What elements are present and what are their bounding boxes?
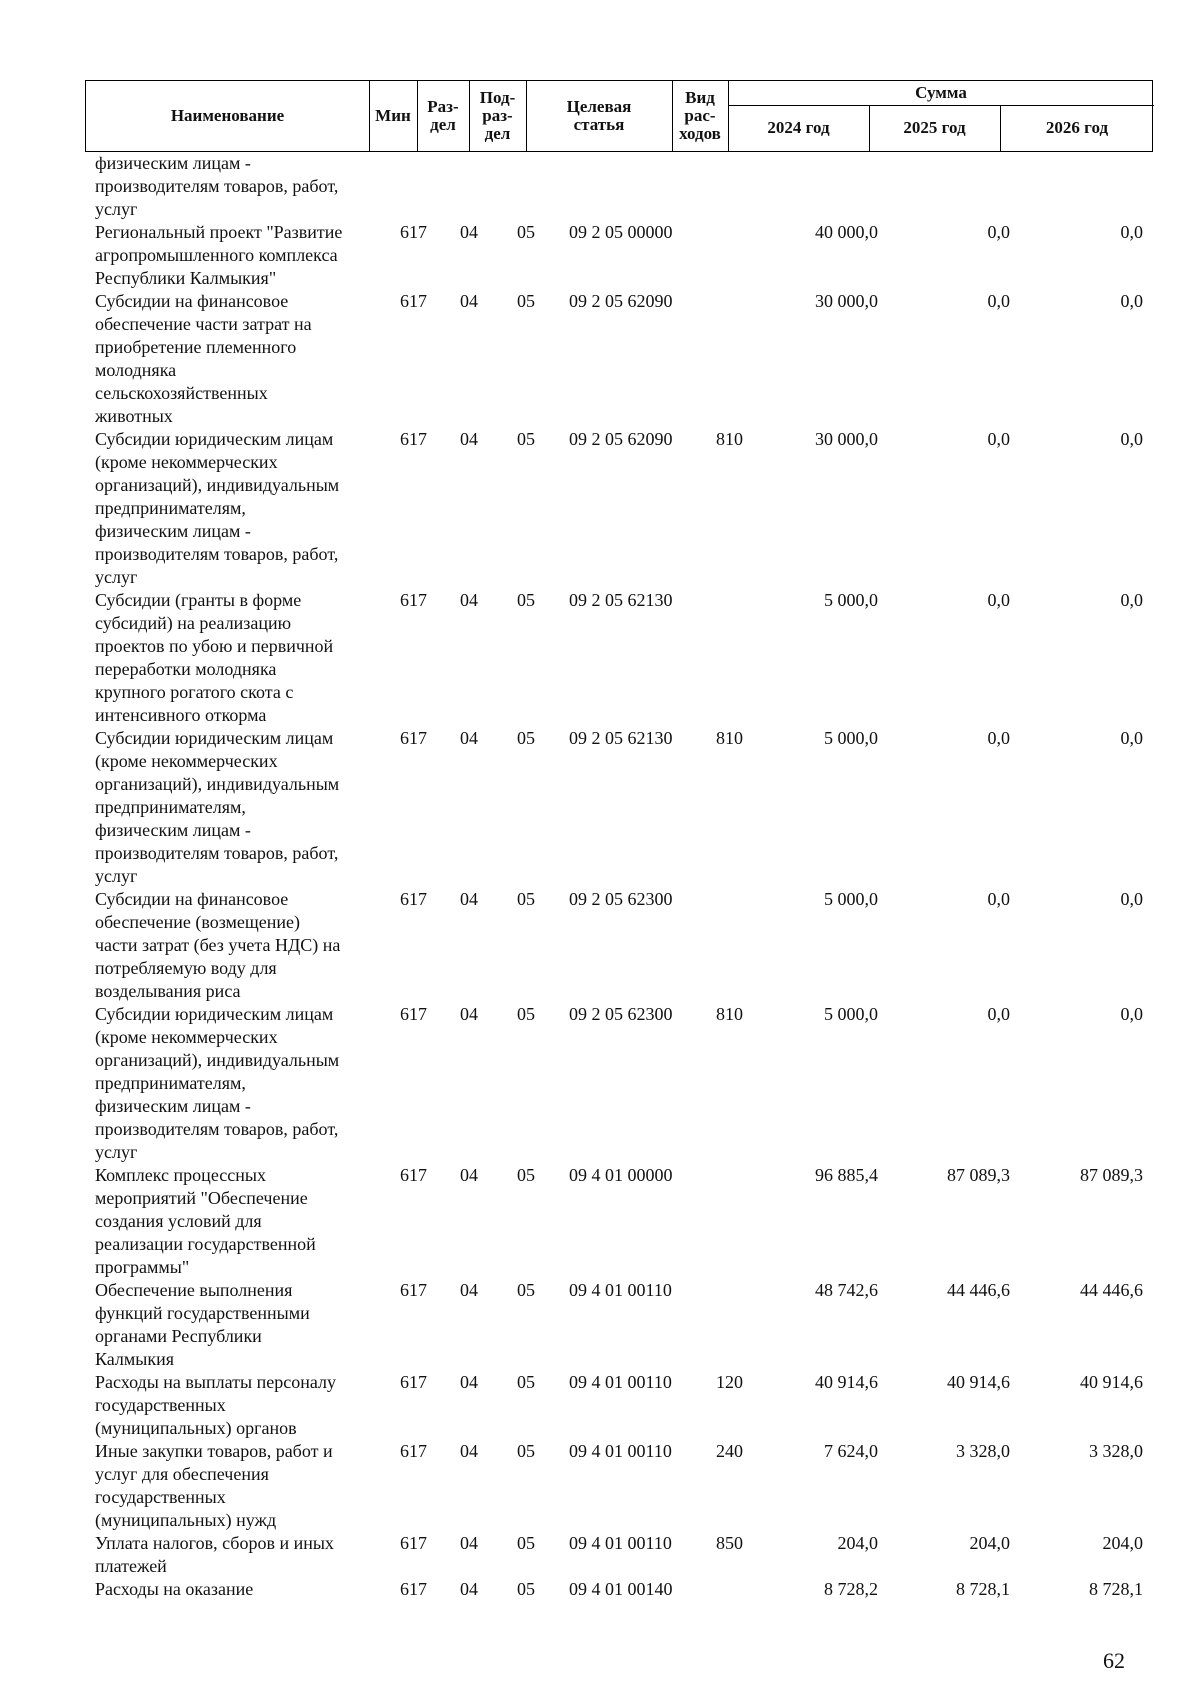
table-row — [85, 888, 1153, 1003]
col-header-vid: Вид рас- ходов — [679, 88, 721, 143]
cell-name: Субсидии юридическим лицам (кроме некоммерческих организаций), индивидуальным предпринимателям, физическим лицам - производителям товаров, работ, услуг — [95, 728, 340, 886]
cell-vid: 810 — [716, 728, 743, 748]
cell-name: Субсидии на финансовое обеспечение части затрат на приобретение племенного молодняка сельскохозяйственных животных — [95, 291, 312, 426]
cell-sum-2026: 204,0 — [1102, 1533, 1143, 1553]
cell-min: 617 — [400, 1441, 427, 1461]
table-row — [85, 1003, 1153, 1164]
cell-razdel: 04 — [460, 291, 478, 311]
cell-razdel: 04 — [460, 1165, 478, 1185]
cell-razdel: 04 — [460, 1579, 478, 1599]
cell-razdel: 04 — [460, 590, 478, 610]
cell-name: Субсидии юридическим лицам (кроме некоммерческих организаций), индивидуальным предпринимателям, физическим лицам - производителям товаров, работ, услуг — [95, 429, 340, 587]
col-header-celevaya: Целевая статья — [566, 97, 632, 134]
cell-sum-2026: 0,0 — [1120, 590, 1143, 610]
cell-sum-2025: 204,0 — [969, 1533, 1010, 1553]
cell-sum-2026: 0,0 — [1120, 429, 1143, 449]
cell-vid: 810 — [716, 1004, 743, 1024]
cell-razdel: 04 — [460, 222, 478, 242]
cell-podrazdel: 05 — [517, 590, 535, 610]
cell-celevaya: 09 4 01 00110 — [569, 1280, 672, 1300]
cell-razdel: 04 — [460, 1372, 478, 1392]
col-header-podrazdel: Под- раз- дел — [479, 88, 516, 143]
cell-celevaya: 09 4 01 00110 — [569, 1372, 672, 1392]
cell-vid: 850 — [716, 1533, 743, 1553]
page-number: 62 — [1103, 1648, 1125, 1673]
cell-sum-2025: 0,0 — [987, 889, 1010, 909]
cell-sum-2026: 0,0 — [1120, 222, 1143, 242]
cell-sum-2024: 96 885,4 — [815, 1165, 878, 1185]
cell-podrazdel: 05 — [517, 429, 535, 449]
cell-razdel: 04 — [460, 429, 478, 449]
cell-sum-2026: 8 728,1 — [1089, 1579, 1143, 1599]
table-header — [85, 80, 1153, 152]
cell-celevaya: 09 2 05 62130 — [569, 590, 673, 610]
table-row — [85, 1164, 1153, 1279]
cell-celevaya: 09 2 05 62300 — [569, 889, 673, 909]
cell-podrazdel: 05 — [517, 1441, 535, 1461]
cell-name: Субсидии на финансовое обеспечение (возмещение) части затрат (без учета НДС) на потребляемую воду для возделывания риса — [95, 889, 341, 1001]
cell-sum-2025: 40 914,6 — [947, 1372, 1010, 1392]
cell-vid: 810 — [716, 429, 743, 449]
cell-sum-2026: 0,0 — [1120, 728, 1143, 748]
cell-podrazdel: 05 — [517, 1280, 535, 1300]
cell-razdel: 04 — [460, 1004, 478, 1024]
cell-podrazdel: 05 — [517, 222, 535, 242]
cell-name: Субсидии (гранты в форме субсидий) на реализацию проектов по убою и первичной переработки молодняка крупного рогатого скота с интенсивного откорма — [95, 590, 334, 725]
cell-celevaya: 09 4 01 00110 — [569, 1441, 672, 1461]
cell-celevaya: 09 4 01 00110 — [569, 1533, 672, 1553]
cell-sum-2025: 0,0 — [987, 291, 1010, 311]
cell-name: Расходы на оказание — [95, 1579, 254, 1599]
cell-podrazdel: 05 — [517, 291, 535, 311]
cell-sum-2024: 40 914,6 — [815, 1372, 878, 1392]
col-header-summa: Сумма — [915, 83, 967, 102]
cell-sum-2024: 5 000,0 — [824, 889, 878, 909]
table-row — [85, 428, 1153, 589]
cell-sum-2025: 0,0 — [987, 1004, 1010, 1024]
cell-sum-2026: 0,0 — [1120, 1004, 1143, 1024]
cell-sum-2024: 7 624,0 — [824, 1441, 878, 1461]
cell-razdel: 04 — [460, 889, 478, 909]
cell-min: 617 — [400, 1533, 427, 1553]
cell-min: 617 — [400, 429, 427, 449]
cell-name: Уплата налогов, сборов и иных платежей — [95, 1533, 334, 1576]
cell-sum-2025: 87 089,3 — [947, 1165, 1010, 1185]
cell-sum-2026: 87 089,3 — [1080, 1165, 1143, 1185]
cell-sum-2026: 44 446,6 — [1080, 1280, 1143, 1300]
col-header-razdel: Раз- дел — [427, 97, 459, 134]
cell-sum-2024: 40 000,0 — [815, 222, 878, 242]
cell-sum-2024: 5 000,0 — [824, 728, 878, 748]
cell-name: Комплекс процессных мероприятий "Обеспечение создания условий для реализации государственной программы" — [95, 1165, 316, 1277]
table-row — [85, 1371, 1153, 1440]
cell-celevaya: 09 2 05 62090 — [569, 291, 673, 311]
cell-sum-2025: 3 328,0 — [956, 1441, 1010, 1461]
cell-celevaya: 09 2 05 00000 — [569, 222, 673, 242]
cell-celevaya: 09 2 05 62090 — [569, 429, 673, 449]
cell-min: 617 — [400, 1579, 427, 1599]
table-row — [85, 290, 1153, 428]
table-row — [85, 1532, 1153, 1578]
col-header-min: Мин — [375, 106, 411, 125]
cell-podrazdel: 05 — [517, 1533, 535, 1553]
cell-razdel: 04 — [460, 1441, 478, 1461]
cell-sum-2025: 0,0 — [987, 728, 1010, 748]
col-header-2025: 2025 год — [903, 118, 966, 137]
col-header-2026: 2026 год — [1045, 118, 1109, 137]
cell-podrazdel: 05 — [517, 1165, 535, 1185]
table-row — [85, 152, 1153, 221]
cell-sum-2024: 30 000,0 — [815, 291, 878, 311]
cell-sum-2024: 5 000,0 — [824, 1004, 878, 1024]
cell-sum-2025: 8 728,1 — [956, 1579, 1010, 1599]
cell-podrazdel: 05 — [517, 1004, 535, 1024]
cell-celevaya: 09 2 05 62130 — [569, 728, 673, 748]
col-header-name: Наименование — [170, 106, 285, 125]
cell-sum-2024: 5 000,0 — [824, 590, 878, 610]
cell-razdel: 04 — [460, 1533, 478, 1553]
table-row — [85, 589, 1153, 727]
cell-name: Субсидии юридическим лицам (кроме некоммерческих организаций), индивидуальным предпринимателям, физическим лицам - производителям товаров, работ, услуг — [95, 1004, 340, 1162]
table-row — [85, 1578, 1153, 1601]
col-header-2024: 2024 год — [767, 118, 830, 137]
table-body — [85, 152, 1153, 1601]
cell-min: 617 — [400, 728, 427, 748]
cell-min: 617 — [400, 590, 427, 610]
cell-sum-2024: 30 000,0 — [815, 429, 878, 449]
cell-name: Региональный проект "Развитие агропромышленного комплекса Республики Калмыкия" — [95, 222, 343, 288]
cell-min: 617 — [400, 1004, 427, 1024]
cell-podrazdel: 05 — [517, 889, 535, 909]
cell-celevaya: 09 4 01 00140 — [569, 1579, 673, 1599]
cell-sum-2026: 0,0 — [1120, 889, 1143, 909]
cell-min: 617 — [400, 222, 427, 242]
cell-podrazdel: 05 — [517, 1579, 535, 1599]
cell-min: 617 — [400, 1165, 427, 1185]
cell-podrazdel: 05 — [517, 1372, 535, 1392]
table-row — [85, 1279, 1153, 1371]
cell-celevaya: 09 2 05 62300 — [569, 1004, 673, 1024]
cell-podrazdel: 05 — [517, 728, 535, 748]
cell-sum-2025: 44 446,6 — [947, 1280, 1010, 1300]
cell-name: Иные закупки товаров, работ и услуг для обеспечения государственных (муниципальных) нужд — [95, 1441, 333, 1530]
cell-razdel: 04 — [460, 1280, 478, 1300]
table-row — [85, 727, 1153, 888]
cell-min: 617 — [400, 889, 427, 909]
cell-vid: 240 — [716, 1441, 743, 1461]
cell-name: физическим лицам - производителям товаров, работ, услуг — [95, 153, 339, 219]
cell-sum-2025: 0,0 — [987, 222, 1010, 242]
cell-name: Обеспечение выполнения функций государственными органами Республики Калмыкия — [95, 1280, 310, 1369]
cell-sum-2026: 3 328,0 — [1089, 1441, 1143, 1461]
table-row — [85, 1440, 1153, 1532]
cell-min: 617 — [400, 1280, 427, 1300]
cell-sum-2025: 0,0 — [987, 590, 1010, 610]
table-row — [85, 221, 1153, 290]
cell-sum-2025: 0,0 — [987, 429, 1010, 449]
cell-sum-2026: 40 914,6 — [1080, 1372, 1143, 1392]
cell-sum-2024: 8 728,2 — [824, 1579, 878, 1599]
cell-min: 617 — [400, 1372, 427, 1392]
cell-razdel: 04 — [460, 728, 478, 748]
cell-celevaya: 09 4 01 00000 — [569, 1165, 673, 1185]
cell-name: Расходы на выплаты персоналу государственных (муниципальных) органов — [95, 1372, 336, 1438]
cell-sum-2024: 204,0 — [837, 1533, 878, 1553]
cell-sum-2026: 0,0 — [1120, 291, 1143, 311]
cell-min: 617 — [400, 291, 427, 311]
cell-vid: 120 — [716, 1372, 743, 1392]
cell-sum-2024: 48 742,6 — [815, 1280, 878, 1300]
